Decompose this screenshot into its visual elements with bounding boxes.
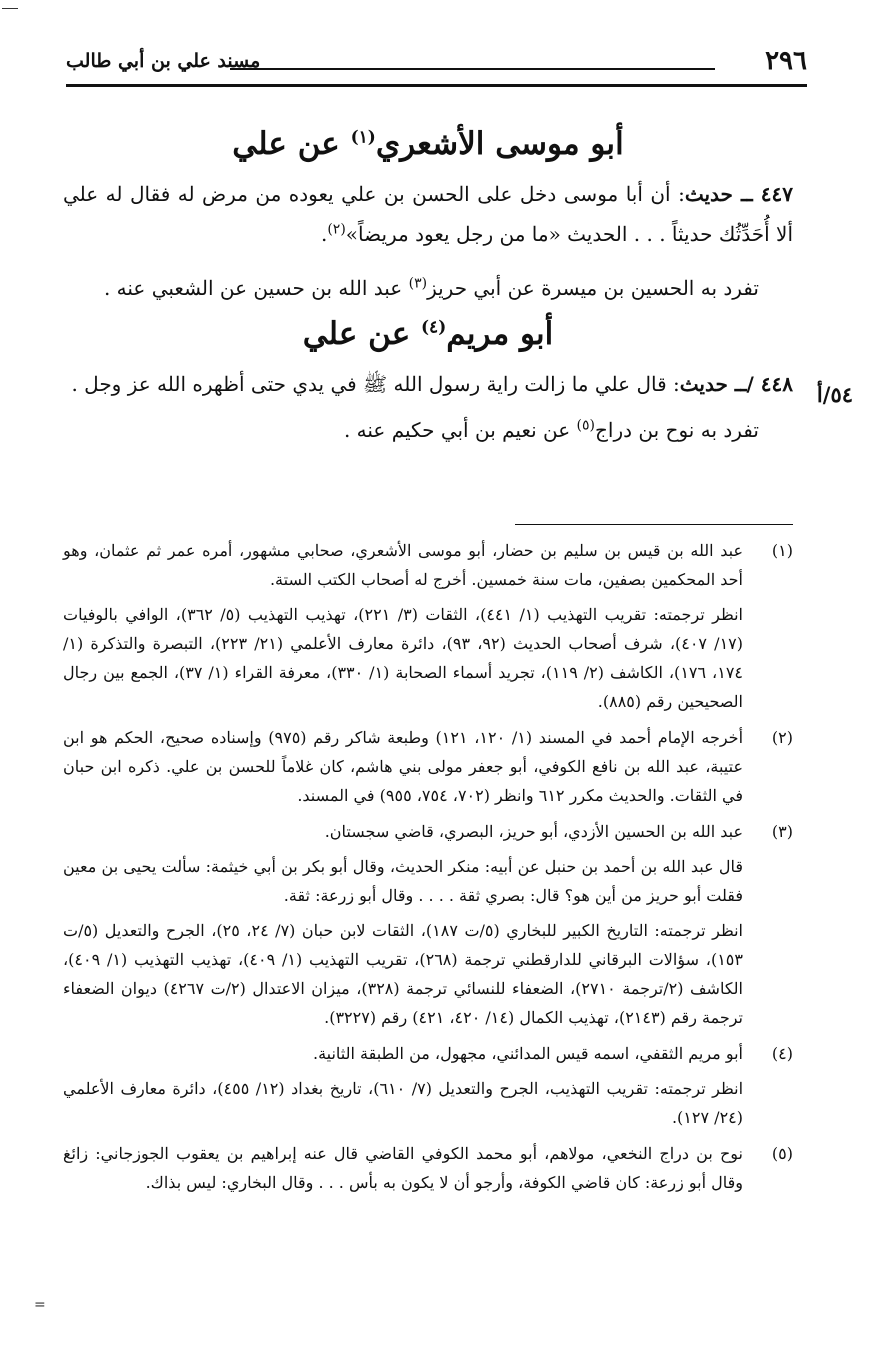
footnote-text: انظر ترجمته: التاريخ الكبير للبخاري (٥/ت ١٨٧)، الثقات لابن حبان (٧/ ٢٤، ٢٥)، الجرح والتعديل (٥/ت ١٥٣)، سؤالات البرقاني للدارقطني ترجمة (٢٦٨)، تقريب التهذيب (١/ ٤٠٩)، تهذيب التهذيب (١/ ٤٠٩)، الكاشف (٢/ترجمة ٢٧١٠)، الضعفاء للنسائي ترجمة (٣٢٨)، ميزان الاعتدال (٢/ت ٤٢٦٧) ديوان الضعفاء ترجمة رقم (٢١٤٣)، تهذيب الكمال (١٤/ ٤٢٠، ٤٢١) رقم (٣٢٢٧).	[63, 921, 743, 1027]
transmission-text-end: عن نعيم بن أبي حكيم عنه .	[343, 418, 577, 442]
footnote-ref: (٥)	[576, 417, 596, 434]
footnote-ref: (٢)	[327, 221, 346, 238]
transmission-note	[63, 268, 793, 308]
page-number: ٢٩٦	[765, 46, 807, 76]
footnote-text: عبد الله بن الحسين الأزدي، أبو حريز، البصري، قاضي سجستان.	[324, 822, 743, 841]
footnote-number: (١)	[771, 541, 793, 560]
footnote-text: قال عبد الله بن أحمد بن حنبل عن أبيه: منكر الحديث، وقال أبو بكر بن أبي خيثمة: سألت يحيى بن معين فقلت أبو حريز من أين هو؟ قال: بصري ثقة . . . . وقال أبو زرعة: ثقة.	[63, 857, 743, 905]
footnote-text: انظر ترجمته: تقريب التهذيب، الجرح والتعديل (٧/ ٦١٠)، تاريخ بغداد (١٢/ ٤٥٥)، دائرة معارف الأعلمي (٢٤/ ١٢٧).	[63, 1079, 744, 1127]
hadith-448	[63, 364, 793, 404]
transmission-text: تفرد به الحسين بن ميسرة عن أبي حريز	[427, 276, 759, 300]
footnote-4	[63, 1039, 793, 1132]
footnote-text: عبد الله بن قيس بن سليم بن حضار، أبو موسى الأشعري، صحابي مشهور، أمره عمر ثم عثمان، وهو أحد المحكمين بصفين، مات سنة خمسين. أخرج له أصحاب الكتب الستة.	[63, 541, 743, 589]
footnote-number: (٥)	[771, 1144, 793, 1163]
hadith-label: حديث	[684, 182, 733, 206]
section-heading-abu-musa	[63, 122, 793, 166]
heading-text: أبو مريم	[446, 316, 554, 352]
hadith-sep: /ــ	[727, 372, 761, 396]
footnote-number: (٤)	[771, 1044, 793, 1063]
footnote-2	[63, 723, 793, 810]
footnote-text: انظر ترجمته: تقريب التهذيب (١/ ٤٤١)، الثقات (٣/ ٢٢١)، تهذيب التهذيب (٥/ ٣٦٢)، الوافي بالوفيات (١٧/ ٤٠٧)، شرف أصحاب الحديث (٩٢، ٩٣)، دائرة معارف الأعلمي (٢١/ ٢٢٣)، التبصرة والتذكرة (١/ ١٧٤، ١٧٦)، الكاشف (٢/ ١١٩)، تجريد أسماء الصحابة (١/ ٣٣٠)، معرفة القراء (١/ ٣٧)، الجمع بين رجال الصحيحين رقم (٨٨٥).	[63, 605, 744, 711]
footnote-5	[63, 1139, 793, 1197]
footnote-ref: (٣)	[408, 275, 428, 292]
hadith-text: : أن أبا موسى دخل على الحسن بن علي يعوده من مرض له فقال له علي ألا أُحَدِّثُك حديثاً . . . الحديث «ما من رجل يعود مريضاً»	[63, 182, 793, 246]
book-title: مسند علي بن أبي طالب	[66, 50, 261, 72]
section-heading-abu-maryam	[63, 312, 793, 356]
hadith-sep: ــ	[732, 182, 761, 206]
header-rule	[230, 68, 715, 70]
footnotes	[63, 536, 793, 1204]
heading-text: أبو موسى الأشعري	[375, 126, 624, 162]
main-text	[63, 112, 793, 450]
hadith-label: حديث	[679, 372, 728, 396]
footnote-ref: (٤)	[421, 317, 447, 338]
hadith-text: : قال علي ما زالت راية رسول الله ﷺ في يدي حتى أظهره الله عز وجل .	[71, 372, 680, 396]
hadith-end: .	[320, 222, 328, 246]
footnote-text: أخرجه الإمام أحمد في المسند (١/ ١٢٠، ١٢١) وطبعة شاكر رقم (٩٧٥) وإسناده صحيح، الحكم هو ابن عتيبة، عبد الله بن نافع الكوفي، أبو جعفر مولى بني هاشم، كان غلاماً للحسن بن علي. ذكره ابن حبان في الثقات. والحديث مكرر ٦١٢ وانظر (٧٠٢، ٧٥٤، ٩٥٥) في المسند.	[63, 728, 744, 805]
header-underline	[66, 84, 807, 87]
footnote-ref: (١)	[350, 127, 376, 148]
heading-tail: عن علي	[232, 126, 351, 162]
transmission-text: تفرد به نوح بن دراج	[595, 418, 759, 442]
footnote-number: (٢)	[771, 728, 793, 747]
heading-tail: عن علي	[302, 316, 421, 352]
manuscript-folio-ref: ٥٤/أ	[816, 382, 853, 407]
hadith-number: ٤٤٧	[760, 182, 793, 206]
footnote-text: نوح بن دراج النخعي، مولاهم، أبو محمد الكوفي القاضي قال عنه إبراهيم بن يعقوب الجوزجاني: زائغ وقال أبو زرعة: كان قاضي الكوفة، وأرجو أن لا يكون به بأس . . . وقال البخاري: ليس بذاك.	[63, 1144, 743, 1192]
corner-mark	[2, 8, 18, 9]
transmission-text-end: عبد الله بن حسين عن الشعبي عنه .	[103, 276, 409, 300]
hadith-447	[63, 174, 793, 254]
footnote-3	[63, 817, 793, 1032]
hadith-number: ٤٤٨	[760, 372, 793, 396]
footnote-1	[63, 536, 793, 716]
footnote-number: (٣)	[771, 822, 793, 841]
footnote-separator	[515, 524, 793, 525]
footnote-text: أبو مريم الثقفي، اسمه قيس المدائني، مجهول، من الطبقة الثانية.	[312, 1044, 743, 1063]
continuation-mark: =	[34, 1297, 46, 1313]
transmission-note	[63, 410, 793, 450]
page-header	[66, 46, 807, 86]
